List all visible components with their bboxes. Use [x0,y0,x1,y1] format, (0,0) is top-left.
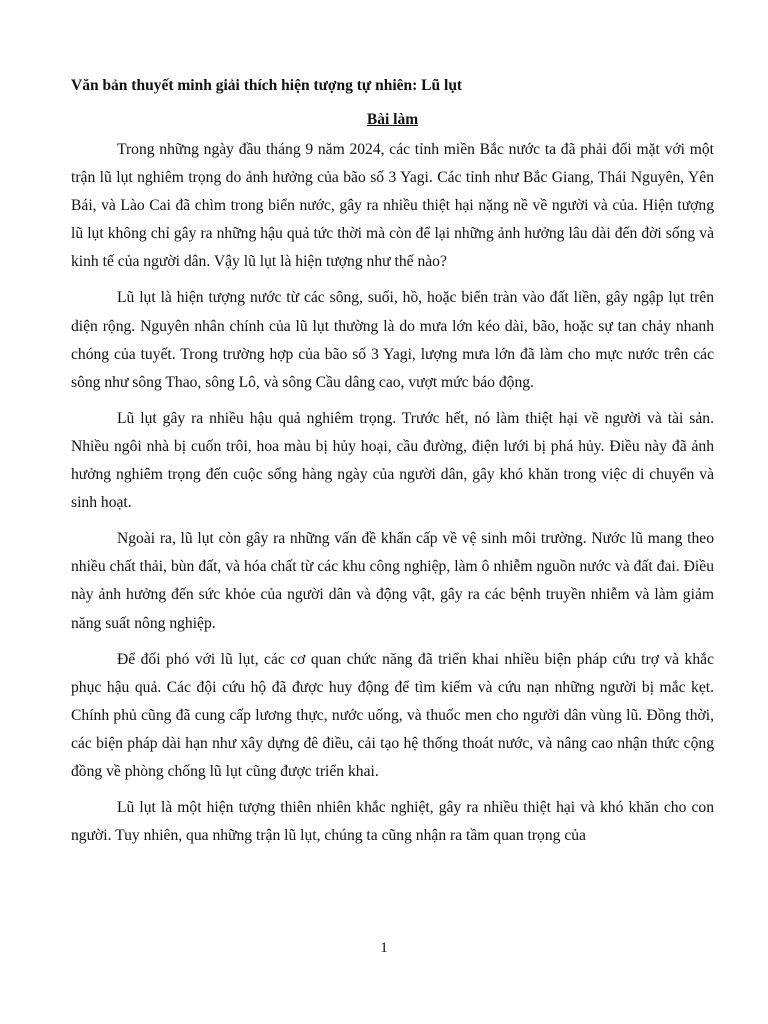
paragraph-response: Để đối phó với lũ lụt, các cơ quan chức năng đã triển khai nhiều biện pháp cứu trợ và khắc phục hậu quả. Các đội cứu hộ đã được huy động để tìm kiếm và cứu nạn những người bị mắc kẹt. Chính phủ cũng đã cung cấp lương thực, nước uống, và thuốc men cho người dân vùng lũ. Đồng thời, các biện pháp dài hạn như xây dựng đê điều, cải tạo hệ thống thoát nước, và nâng cao nhận thức cộng đồng về phòng chống lũ lụt cũng được triển khai. [71,650,714,780]
document-page [71,72,714,858]
paragraph-intro: Trong những ngày đầu tháng 9 năm 2024, các tỉnh miền Bắc nước ta đã phải đối mặt với một trận lũ lụt nghiêm trọng do ảnh hưởng của bão số 3 Yagi. Các tỉnh như Bắc Giang, Thái Nguyên, Yên Bái, và Lào Cai đã chìm trong biển nước, gây ra nhiều thiệt hại nặng nề về người và của. Hiện tượng lũ lụt không chỉ gây ra những hậu quả tức thời mà còn để lại những ảnh hưởng lâu dài đến đời sống và kinh tế của người dân. Vậy lũ lụt là hiện tượng như thế nào? [71,141,714,271]
document-subtitle: Bài làm [366,111,419,128]
paragraph-definition: Lũ lụt là hiện tượng nước từ các sông, suối, hồ, hoặc biển tràn vào đất liền, gây ngập lụt trên diện rộng. Nguyên nhân chính của lũ lụt thường là do mưa lớn kéo dài, bão, hoặc sự tan chảy nhanh chóng của tuyết. Trong trường hợp của bão số 3 Yagi, lượng mưa lớn đã làm cho mực nước trên các sông như sông Thao, sông Lô, và sông Cầu dâng cao, vượt mức báo động. [71,289,714,391]
paragraph-consequences: Lũ lụt gây ra nhiều hậu quả nghiêm trọng. Trước hết, nó làm thiệt hại về người và tài sản. Nhiều ngôi nhà bị cuốn trôi, hoa màu bị hủy hoại, cầu đường, điện lưới bị phá hủy. Điều này đã ảnh hưởng nghiêm trọng đến cuộc sống hàng ngày của người dân, gây khó khăn trong việc di chuyển và sinh hoạt. [71,409,714,512]
document-title: Văn bản thuyết minh giải thích hiện tượng tự nhiên: Lũ lụt [71,77,463,94]
page-number: 1 [380,940,388,956]
paragraph-conclusion: Lũ lụt là một hiện tượng thiên nhiên khắc nghiệt, gây ra nhiều thiệt hại và khó khăn cho con người. Tuy nhiên, qua những trận lũ lụt, chúng ta cũng nhận ra tầm quan trọng của [71,799,714,845]
paragraph-environment: Ngoài ra, lũ lụt còn gây ra những vấn đề khẩn cấp về vệ sinh môi trường. Nước lũ mang theo nhiều chất thải, bùn đất, và hóa chất từ các khu công nghiệp, làm ô nhiễm nguồn nước và đất đai. Điều này ảnh hưởng đến sức khỏe của người dân và động vật, gây ra các bệnh truyền nhiễm và làm giảm năng suất nông nghiệp. [71,530,714,632]
